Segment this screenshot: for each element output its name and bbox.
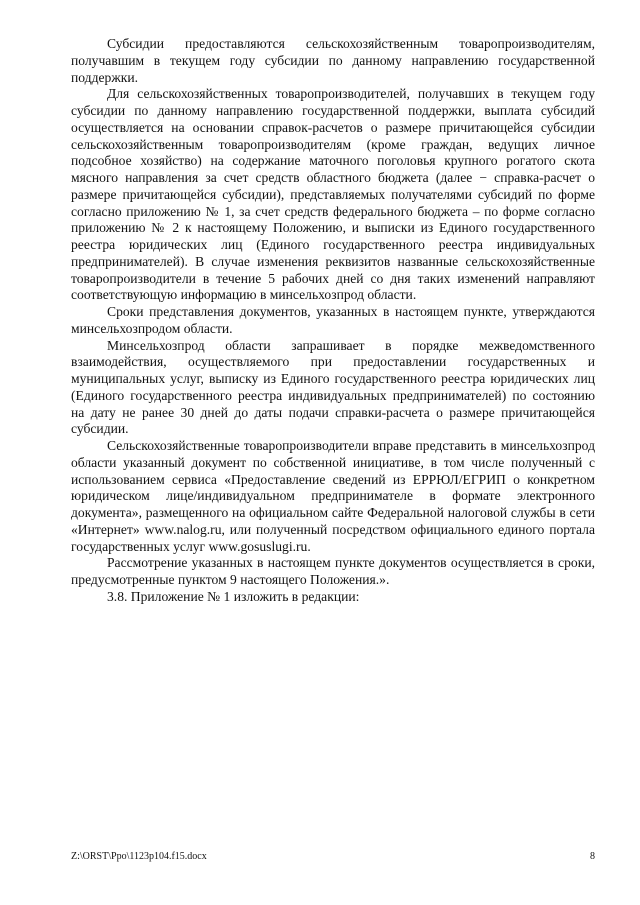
paragraph-subsidies-recipients: Субсидии предоставляются сельскохозяйственным товаропроизводителям, получавшим в текущем году субсидии по данному направлению государственной поддержки. bbox=[71, 36, 595, 85]
paragraph-review-terms: Рассмотрение указанных в настоящем пункте документов осуществляется в сроки, предусмотренные пунктом 9 настоящего Положения.». bbox=[71, 555, 595, 587]
document-body bbox=[71, 36, 595, 606]
paragraph-payment-basis: Для сельскохозяйственных товаропроизводителей, получавших в текущем году субсидии по данному направлению государственной поддержки, выплата субсидий осуществляется на основании справок-расчетов о размере причитающейся субсидии сельскохозяйственным товаропроизводителям (кроме граждан, ведущих личное подсобное хозяйство) на содержание маточного поголовья крупного рогатого скота мясного направления за счет средств областного бюджета (далее − справка-расчет о размере причитающейся субсидии), представляемых получателями субсидий по форме согласно приложению № 1, за счет средств федерального бюджета – по форме согласно приложению № 2 к настоящему Положению, и выписки из Единого государственного реестра юридических лиц (Единого государственного реестра индивидуальных предпринимателей). В случае изменения реквизитов названные сельскохозяйственные товаропроизводители в течение 5 рабочих дней со дня таких изменений направляют соответствующую информацию в минсельхозпрод области. bbox=[71, 86, 595, 303]
paragraph-interagency-request: Минсельхозпрод области запрашивает в порядке межведомственного взаимодействия, осуществляемого при предоставлении государственных и муниципальных услуг, выписку из Единого государственного реестра юридических лиц (Единого государственного реестра индивидуальных предпринимателей) по состоянию на дату не ранее 30 дней до даты подачи справки-расчета о размере причитающейся субсидии. bbox=[71, 337, 595, 437]
paragraph-own-initiative: Сельскохозяйственные товаропроизводители вправе представить в минсельхозпрод области указанный документ по собственной инициативе, в том числе полученный с использованием сервиса «Предоставление сведений из ЕРРЮЛ/ЕГРИП о конкретном юридическом лице/индивидуальном предпринимателе в формате электронного документа», размещенного на официальном сайте Федеральной налоговой службы в сети «Интернет» www.nalog.ru, или полученный посредством официального единого портала государственных услуг www.gosuslugi.ru. bbox=[71, 438, 595, 554]
footer-file-path: Z:\ORST\Ppo\1123p104.f15.docx bbox=[71, 851, 207, 862]
footer-page-number: 8 bbox=[590, 851, 595, 862]
paragraph-submission-deadlines: Сроки представления документов, указанных в настоящем пункте, утверждаются минсельхозпродом области. bbox=[71, 304, 595, 336]
paragraph-appendix-amendment: 3.8. Приложение № 1 изложить в редакции: bbox=[107, 588, 360, 604]
